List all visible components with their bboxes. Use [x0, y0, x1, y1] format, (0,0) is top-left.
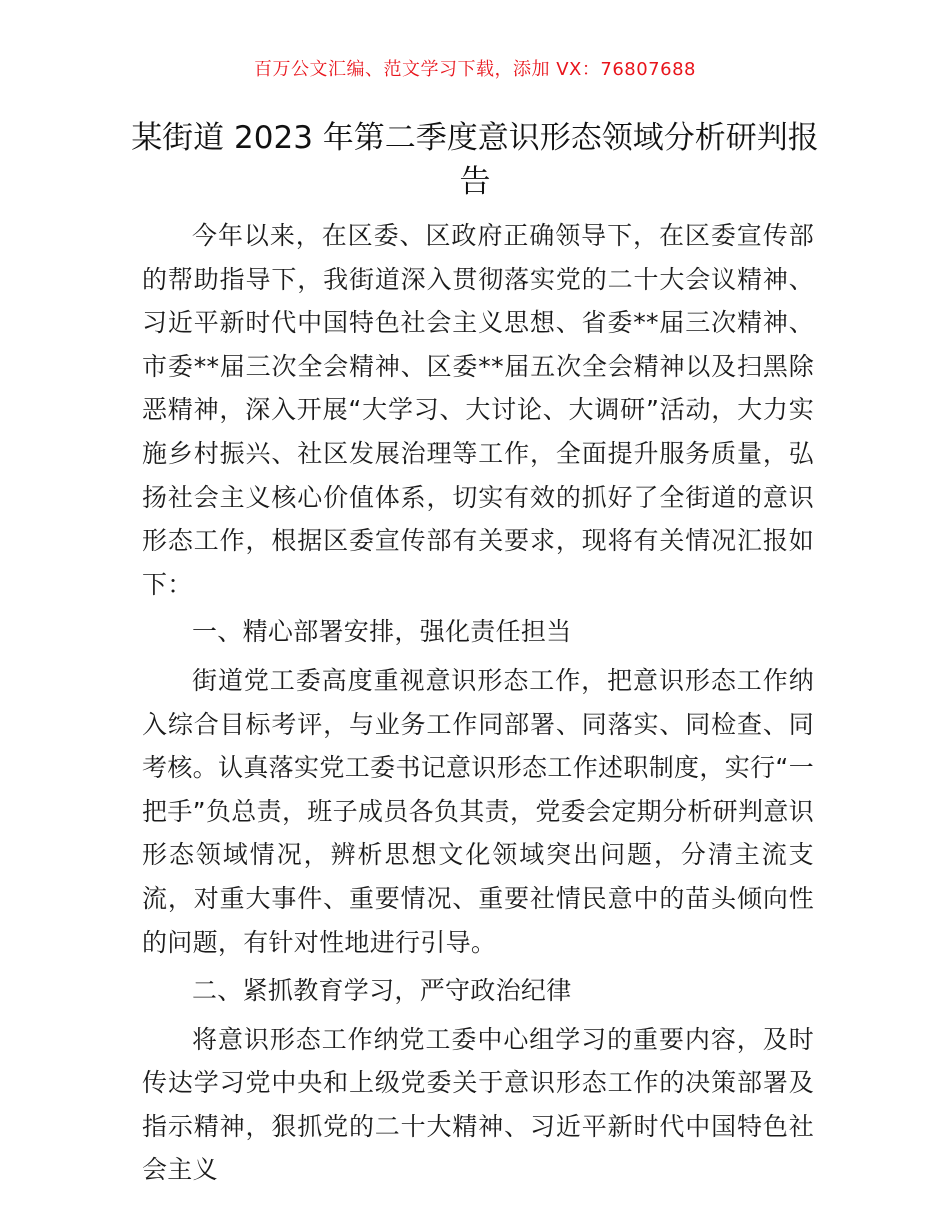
section-heading-2: 二、紧抓教育学习，严守政治纪律	[192, 976, 572, 1006]
section-heading-1: 一、精心部署安排，强化责任担当	[192, 617, 572, 647]
paragraph-section-1: 街道党工委高度重视意识形态工作，把意识形态工作纳入综合目标考评，与业务工作同部署、同落实、同检查、同考核。认真落实党工委书记意识形态工作述职制度，实行“一把手”负总责，班子成员各负其责，党委会定期分析研判意识形态领域情况，辨析思想文化领域突出问题，分清主流支流，对重大事件、重要情况、重要社情民意中的苗头倾向性的问题，有针对性地进行引导。	[142, 665, 814, 957]
paragraph-intro: 今年以来，在区委、区政府正确领导下，在区委宣传部的帮助指导下，我街道深入贯彻落实党的二十大会议精神、习近平新时代中国特色社会主义思想、省委**届三次精神、市委**届三次全会精神、区委**届五次全会精神以及扫黑除恶精神，深入开展“大学习、大讨论、大调研”活动，大力实施乡村振兴、社区发展治理等工作，全面提升服务质量，弘扬社会主义核心价值体系，切实有效的抓好了全街道的意识形态工作，根据区委宣传部有关要求，现将有关情况汇报如下：	[142, 221, 814, 599]
paragraph-section-2: 将意识形态工作纳党工委中心组学习的重要内容，及时传达学习党中央和上级党委关于意识形态工作的决策部署及指示精神，狠抓党的二十大精神、习近平新时代中国特色社会主义	[142, 1024, 814, 1185]
header-watermark-note: 百万公文汇编、范文学习下载，添加 VX：76807688	[254, 59, 696, 80]
document-body	[142, 214, 814, 1197]
document-title: 某街道 2023 年第二季度意识形态领域分析研判报告	[131, 120, 819, 200]
